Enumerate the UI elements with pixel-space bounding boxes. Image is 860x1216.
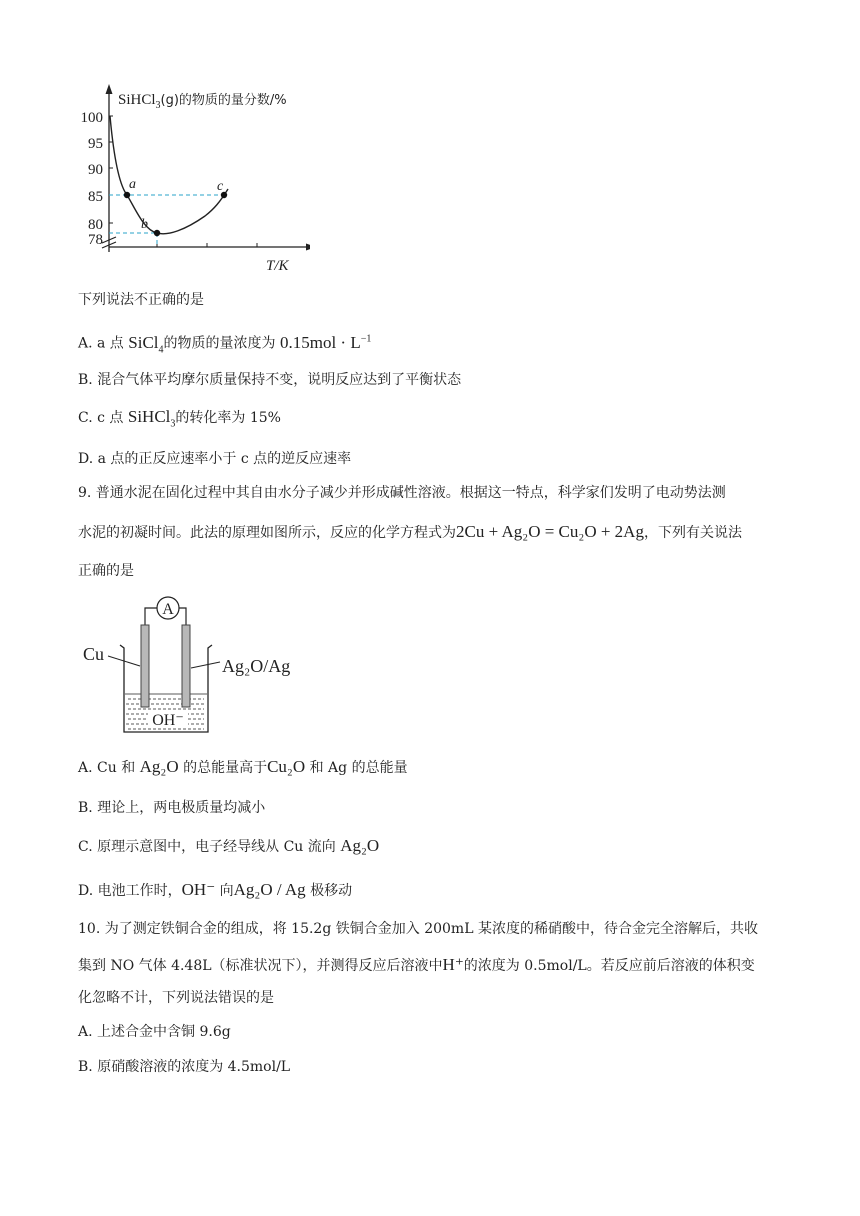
q9-option-c: C. 原理示意图中，电子经导线从 Cu 流向 Ag₂O bbox=[78, 836, 380, 855]
ag2o-formula: Ag₂O bbox=[340, 836, 380, 855]
cu-electrode bbox=[141, 625, 149, 707]
q10-option-b: B. 原硝酸溶液的浓度为 4.5mol/L bbox=[78, 1059, 291, 1075]
cement-battery-diagram bbox=[80, 590, 320, 740]
point-b-label: b bbox=[141, 217, 148, 232]
q10-stem-line3: 化忽略不计，下列说法错误的是 bbox=[78, 990, 274, 1006]
q8-option-c-text: C. c 点 bbox=[78, 410, 124, 426]
hydrogen-ion: H⁺ bbox=[442, 955, 464, 974]
x-axis-arrow bbox=[306, 244, 310, 251]
q9-stem-line2: 水泥的初凝时间。此法的原理如图所示，反应的化学方程式为2Cu + Ag₂O = Cu₂O + 2Ag，下列有关说法 bbox=[78, 522, 742, 541]
q10-stem-line2: 集到 NO 气体 4.48L（标准状况下），并测得反应后溶液中H⁺的浓度为 0.5mol/L。若反应前后溶液的体积变 bbox=[78, 955, 755, 974]
electrolyte-label: OH⁻ bbox=[152, 712, 184, 729]
ag2o-ag-electrode: Ag₂O / Ag bbox=[233, 880, 306, 899]
q9-stem-line3: 正确的是 bbox=[78, 563, 134, 579]
y-tick-label: 80 bbox=[88, 217, 103, 233]
cu-electrode-label: Cu bbox=[83, 644, 105, 664]
y-axis-label: SiHCl$_3$(g)的物质的量分数/% bbox=[118, 92, 287, 111]
ag2o-formula: Ag₂O bbox=[139, 757, 179, 776]
fraction-curve bbox=[110, 116, 228, 234]
wire bbox=[179, 608, 186, 626]
point-b-marker bbox=[154, 230, 160, 236]
cu2o-formula: Cu₂O bbox=[267, 757, 306, 776]
ag2o-leader-line bbox=[191, 662, 220, 668]
q9-stem-line1: 9. 普通水泥在固化过程中其自由水分子减少并形成碱性溶液。根据这一特点，科学家们发明了电动势法测 bbox=[78, 485, 726, 501]
q8-option-b: B. 混合气体平均摩尔质量保持不变，说明反应达到了平衡状态 bbox=[78, 372, 462, 388]
q9-option-a: A. Cu 和 Ag₂O 的总能量高于Cu₂O 和 Ag 的总能量 bbox=[78, 757, 408, 776]
reaction-equation: 2Cu + Ag₂O = Cu₂O + 2Ag bbox=[456, 522, 644, 541]
y-tick-label: 85 bbox=[88, 189, 103, 205]
y-tick-label: 100 bbox=[80, 110, 103, 126]
q8-option-d: D. a 点的正反应速率小于 c 点的逆反应速率 bbox=[78, 451, 352, 467]
y-tick-label: 90 bbox=[88, 162, 103, 178]
y-tick-label: 95 bbox=[88, 136, 103, 152]
q8-stem: 下列说法不正确的是 bbox=[78, 292, 204, 308]
q9-option-d: D. 电池工作时，OH⁻ 向Ag₂O / Ag 极移动 bbox=[78, 880, 353, 899]
q10-option-a: A. 上述合金中含铜 9.6g bbox=[78, 1024, 231, 1040]
point-a-marker bbox=[124, 192, 130, 198]
q8-option-a-text: A. a 点 bbox=[78, 335, 124, 352]
ag2o-electrode bbox=[182, 625, 190, 707]
q10-stem-line1: 10. 为了测定铁铜合金的组成，将 15.2g 铁铜合金加入 200mL 某浓度的稀硝酸中，待合金完全溶解后，共收 bbox=[78, 921, 758, 937]
x-axis-label: T/K bbox=[266, 258, 289, 274]
q8-option-a-text: 的物质的量浓度为 bbox=[163, 335, 276, 352]
point-c-label: c bbox=[217, 179, 224, 194]
ag2o-electrode-label: Ag₂O/Ag bbox=[222, 656, 291, 676]
q8-option-c-text: 的转化率为 15% bbox=[175, 410, 281, 426]
q8-option-c bbox=[78, 407, 281, 434]
concentration-value: $0.15mol \cdot L^{-1}$ bbox=[279, 332, 372, 352]
y-axis-arrow bbox=[106, 84, 113, 94]
mole-fraction-temperature-graph bbox=[70, 80, 310, 280]
wire bbox=[145, 608, 157, 626]
sicl4-formula: SiCl$_4$ bbox=[128, 332, 164, 356]
q8-option-a bbox=[78, 329, 371, 360]
q9-option-b: B. 理论上，两电极质量均减小 bbox=[78, 800, 266, 816]
y-tick-label: 78 bbox=[88, 232, 103, 248]
ammeter-label: A bbox=[162, 601, 174, 618]
hydroxide-ion: OH⁻ bbox=[181, 880, 216, 899]
sihcl3-formula: SiHCl$_3$ bbox=[127, 407, 176, 430]
point-a-label: a bbox=[129, 177, 136, 192]
